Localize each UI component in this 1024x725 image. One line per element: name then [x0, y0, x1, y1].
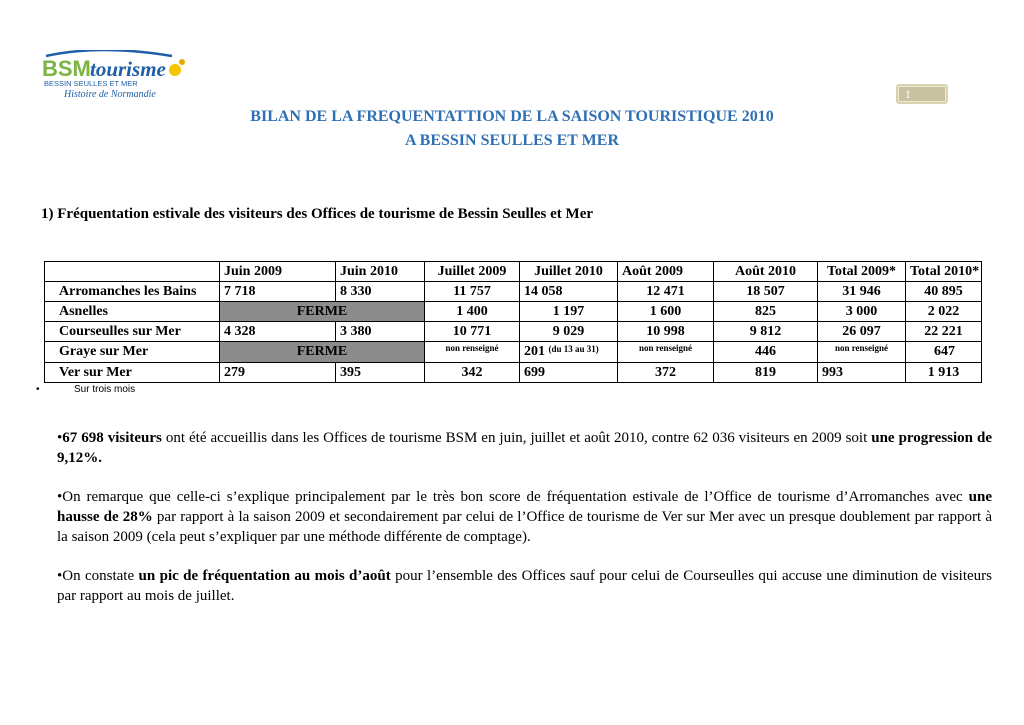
table-cell: 9 812 — [714, 322, 818, 342]
table-cell: 279 — [220, 363, 336, 383]
table-row — [45, 282, 982, 302]
document-title-line-1: BILAN DE LA FREQUENTATTION DE LA SAISON TOURISTIQUE 2010 — [250, 108, 774, 125]
page-number: 1 — [905, 87, 911, 101]
not-provided-cell: non renseigné — [425, 342, 520, 363]
bullet-icon: • — [57, 430, 63, 446]
table-cell: 31 946 — [818, 282, 906, 302]
bsm-tourisme-logo — [40, 50, 190, 102]
logo-bsm-text: BSM — [42, 56, 91, 81]
header-cell: Juin 2009 — [220, 262, 336, 282]
table-cell: 10 998 — [618, 322, 714, 342]
header-cell: Août 2010 — [714, 262, 818, 282]
table-footnote — [36, 384, 135, 395]
frequentation-table — [44, 261, 982, 383]
paragraph-explanation — [57, 487, 992, 547]
table-cell: 342 — [425, 363, 520, 383]
table-cell: 993 — [818, 363, 906, 383]
table-row — [45, 302, 982, 322]
table-cell: 395 — [336, 363, 425, 383]
table-cell: 699 — [520, 363, 618, 383]
row-label: Courseulles sur Mer — [45, 322, 220, 342]
not-provided-cell: non renseigné — [818, 342, 906, 363]
table-cell — [520, 342, 618, 363]
progression-text: une progression de 9,12%. — [57, 430, 992, 466]
paragraph-text: par rapport à la saison 2009 et secondairement par celui de l’Office de tourisme de Ver sur Mer avec un presque doublement par rapport à la saison 2009 (cela peut s’expliquer par une méthode différente de comptage). — [57, 509, 992, 545]
table-cell: 18 507 — [714, 282, 818, 302]
table-cell: 9 029 — [520, 322, 618, 342]
table-cell: 446 — [714, 342, 818, 363]
table-cell: 1 197 — [520, 302, 618, 322]
table-row — [45, 363, 982, 383]
table-row — [45, 322, 982, 342]
table-cell: 26 097 — [818, 322, 906, 342]
document-title-line-2: A BESSIN SEULLES ET MER — [404, 132, 619, 149]
table-cell: 647 — [906, 342, 982, 363]
logo-tagline: Histoire de Normandie — [64, 89, 156, 100]
cell-value: 201 — [524, 344, 545, 359]
paragraph-text: pour l’ensemble des Offices sauf pour celui de Courseulles qui accuse une diminution de visiteurs par rapport au mois de juillet. — [57, 568, 992, 604]
logo-tourisme-text: tourisme — [90, 57, 166, 81]
table-cell: 8 330 — [336, 282, 425, 302]
table-cell: 11 757 — [425, 282, 520, 302]
cell-note: (du 13 au 31) — [548, 344, 599, 354]
bullet-icon: • — [57, 489, 63, 505]
table-cell: 1 913 — [906, 363, 982, 383]
header-cell-empty — [45, 262, 220, 282]
row-label: Arromanches les Bains — [45, 282, 220, 302]
table-cell: 372 — [618, 363, 714, 383]
table-cell: 825 — [714, 302, 818, 322]
logo-subline: BESSIN SEULLES ET MER — [44, 79, 138, 88]
row-label: Graye sur Mer — [45, 342, 220, 363]
table-cell: 1 600 — [618, 302, 714, 322]
header-cell: Juin 2010 — [336, 262, 425, 282]
header-cell: Total 2009* — [818, 262, 906, 282]
not-provided-cell: non renseigné — [618, 342, 714, 363]
table-cell: 1 400 — [425, 302, 520, 322]
paragraph-visitors — [57, 428, 992, 468]
table-cell: 3 000 — [818, 302, 906, 322]
table-header-row — [45, 262, 982, 282]
table-cell: 7 718 — [220, 282, 336, 302]
table-cell: 819 — [714, 363, 818, 383]
page-number-badge — [896, 84, 948, 104]
peak-highlight: un pic de fréquentation au mois d’août — [138, 568, 391, 584]
closed-cell: FERME — [220, 302, 425, 322]
header-cell: Juillet 2009 — [425, 262, 520, 282]
footnote-text: Sur trois mois — [74, 384, 136, 395]
header-cell: Total 2010* — [906, 262, 982, 282]
paragraph-text: On constate — [62, 568, 139, 584]
header-cell: Août 2009 — [618, 262, 714, 282]
table-cell: 3 380 — [336, 322, 425, 342]
paragraph-text: On remarque que celle-ci s’explique principalement par le très bon score de fréquentation estivale de l’Office de tourisme d’Arromanches avec — [62, 489, 969, 505]
table-cell: 2 022 — [906, 302, 982, 322]
table-row — [45, 342, 982, 363]
bullet-icon: • — [36, 384, 40, 395]
section-heading: 1) Fréquentation estivale des visiteurs des Offices de tourisme de Bessin Seulles et Mer — [41, 206, 594, 222]
header-cell: Juillet 2010 — [520, 262, 618, 282]
table-cell: 4 328 — [220, 322, 336, 342]
visitors-total: 67 698 visiteurs — [62, 430, 162, 446]
row-label: Asnelles — [45, 302, 220, 322]
paragraph-peak — [57, 566, 992, 606]
table-cell: 40 895 — [906, 282, 982, 302]
table-cell: 22 221 — [906, 322, 982, 342]
bullet-icon: • — [57, 568, 63, 584]
table-cell: 14 058 — [520, 282, 618, 302]
paragraph-text: ont été accueillis dans les Offices de tourisme BSM en juin, juillet et août 2010, contre 62 036 visiteurs en 2009 soit — [161, 430, 872, 446]
row-label: Ver sur Mer — [45, 363, 220, 383]
table-cell: 10 771 — [425, 322, 520, 342]
table-cell: 12 471 — [618, 282, 714, 302]
increase-highlight: une hausse de 28% — [57, 489, 992, 525]
closed-cell: FERME — [220, 342, 425, 363]
